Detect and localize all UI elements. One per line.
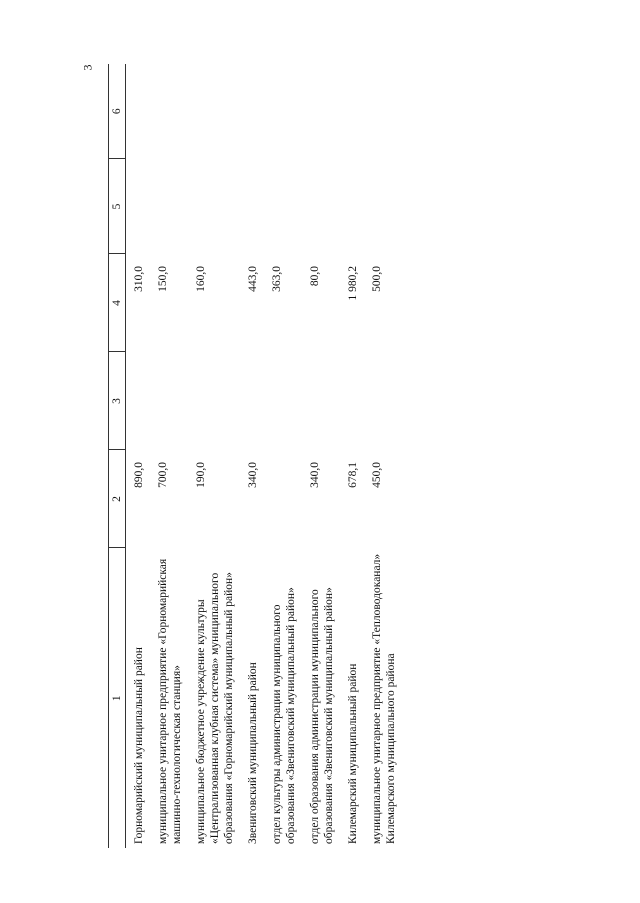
row-col-4: 363,0 xyxy=(271,266,283,292)
row-col-4: 310,0 xyxy=(133,266,145,292)
row-name: муниципальное унитарное предприятие «Горномарийская машинно-технологическая станция» xyxy=(157,558,183,844)
row-col-6 xyxy=(340,64,364,159)
row-col-5 xyxy=(340,159,364,254)
row-col-2: 678,1 xyxy=(347,462,359,488)
row-col-3 xyxy=(126,352,151,450)
row-col-4: 80,0 xyxy=(309,266,321,287)
row-col-4: 1 980,2 xyxy=(347,266,359,301)
rotated-table-container xyxy=(108,64,513,848)
row-col-5 xyxy=(264,159,302,254)
row-col-2: 700,0 xyxy=(157,462,169,488)
row-col-4: 500,0 xyxy=(371,266,383,292)
row-col-3 xyxy=(264,352,302,450)
row-col-6 xyxy=(150,64,188,159)
header-col-5: 5 xyxy=(109,159,126,254)
row-col-2: 340,0 xyxy=(309,462,321,488)
row-col-4: 443,0 xyxy=(247,266,259,292)
row-col-6 xyxy=(302,64,340,159)
row-col-2: 190,0 xyxy=(195,462,207,488)
header-col-6: 6 xyxy=(109,64,126,159)
page-number: 3 xyxy=(80,64,95,71)
row-col-6 xyxy=(364,64,402,159)
row-name: муниципальное бюджетное учреждение культуры «Централизованная клубная система» муниципального образования «Горномарийский муниципальный район» xyxy=(195,572,235,844)
row-col-3 xyxy=(302,352,340,450)
table-row xyxy=(264,64,302,848)
row-name: муниципальное унитарное предприятие «Тепловодоканал» Килемарского муниципального района xyxy=(371,553,397,844)
header-col-1: 1 xyxy=(109,548,126,848)
row-col-5 xyxy=(302,159,340,254)
row-col-3 xyxy=(340,352,364,450)
row-col-6 xyxy=(126,64,151,159)
row-col-5 xyxy=(364,159,402,254)
row-col-5 xyxy=(150,159,188,254)
row-col-3 xyxy=(150,352,188,450)
row-name: Горномарийский муниципальный район xyxy=(133,647,145,844)
row-col-5 xyxy=(126,159,151,254)
row-col-6 xyxy=(240,64,264,159)
budget-table xyxy=(108,64,402,848)
row-col-3 xyxy=(240,352,264,450)
table-header-row xyxy=(109,64,126,848)
row-col-6 xyxy=(264,64,302,159)
row-col-3 xyxy=(364,352,402,450)
row-col-4: 150,0 xyxy=(157,266,169,292)
row-col-2: 340,0 xyxy=(247,462,259,488)
header-col-2: 2 xyxy=(109,450,126,548)
header-col-3: 3 xyxy=(109,352,126,450)
row-name: Звениговский муниципальный район xyxy=(247,662,259,844)
row-col-2: 450,0 xyxy=(371,462,383,488)
row-col-2 xyxy=(264,450,302,548)
row-col-5 xyxy=(188,159,240,254)
row-col-6 xyxy=(188,64,240,159)
table-row xyxy=(150,64,188,848)
row-name: отдел образования администрации муниципального образования «Звениговский муниципальный район» xyxy=(309,587,335,844)
table-row xyxy=(188,64,240,848)
table-row xyxy=(240,64,264,848)
row-col-2: 890,0 xyxy=(133,462,145,488)
row-col-4: 160,0 xyxy=(195,266,207,292)
table-row xyxy=(364,64,402,848)
row-col-3 xyxy=(188,352,240,450)
table-row xyxy=(302,64,340,848)
table-row xyxy=(340,64,364,848)
row-col-5 xyxy=(240,159,264,254)
header-col-4: 4 xyxy=(109,254,126,352)
table-row xyxy=(126,64,151,848)
row-name: Килемарский муниципальный район xyxy=(347,663,359,844)
row-name: отдел культуры администрации муниципального образования «Звениговский муниципальный район» xyxy=(271,587,297,844)
